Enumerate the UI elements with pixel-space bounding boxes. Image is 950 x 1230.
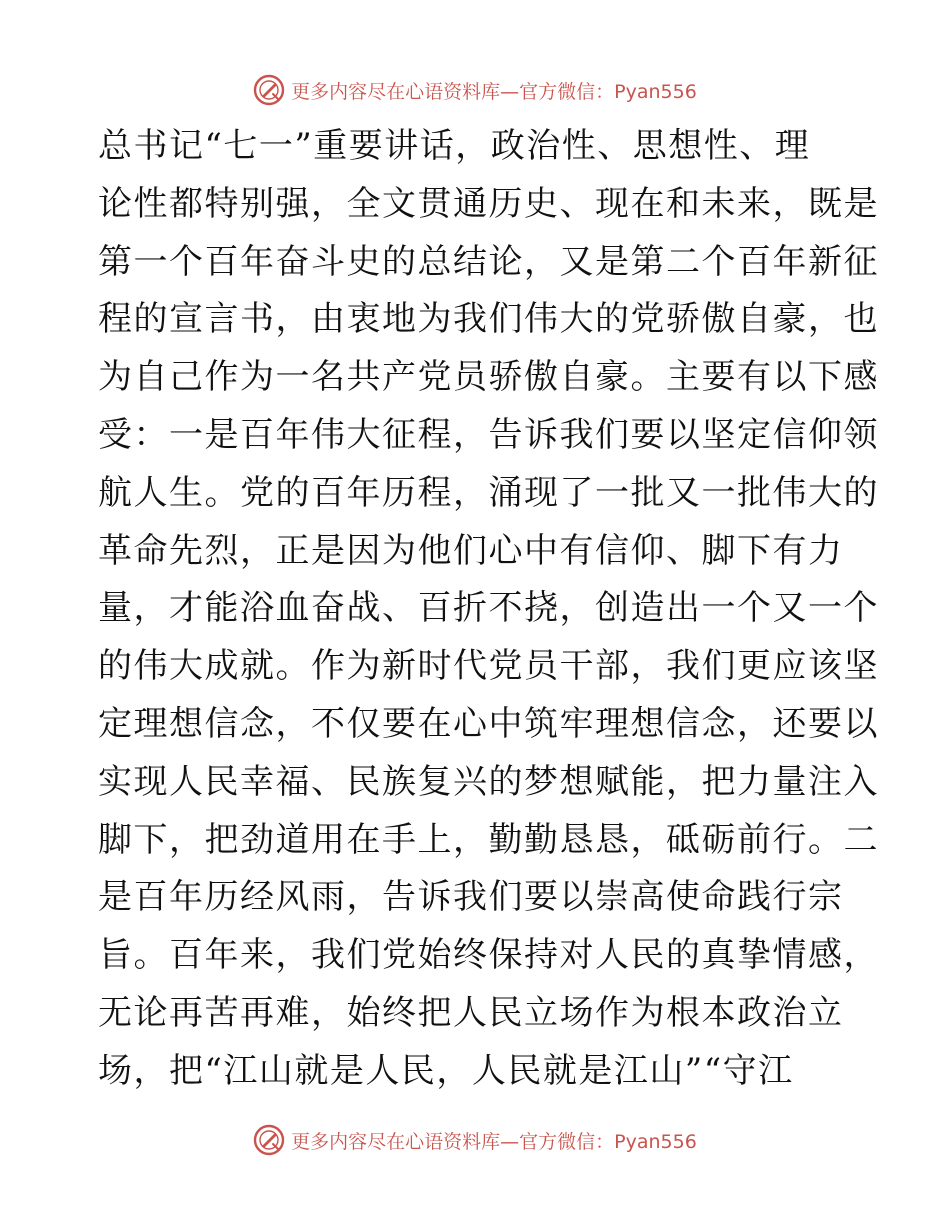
body-line: 量，才能浴血奋战、百折不挠，创造出一个又一个 [98, 588, 879, 629]
body-line: 为自己作为一名共产党员骄傲自豪。主要有以下感 [98, 357, 879, 398]
body-line: 场，把“江山就是人民，人民就是江山”“守江 [98, 1050, 794, 1091]
body-line: 革命先烈，正是因为他们心中有信仰、脚下有力 [98, 530, 844, 571]
body-line: 实现人民幸福、民族复兴的梦想赋能，把力量注入 [98, 761, 879, 802]
body-line: 受：一是百年伟大征程，告诉我们要以坚定信仰领 [98, 414, 879, 455]
article-body [98, 118, 879, 1101]
header-banner-text: 更多内容尽在心语资料库—官方微信：Pyan556 [291, 80, 697, 103]
logo-seal-icon [253, 74, 285, 106]
body-line: 脚下，把劲道用在手上，勤勤恳恳，砥砺前行。二 [98, 819, 879, 860]
footer-banner-text: 更多内容尽在心语资料库—官方微信：Pyan556 [291, 1130, 697, 1153]
body-line: 是百年历经风雨，告诉我们要以崇高使命践行宗 [98, 877, 844, 918]
body-line: 总书记“七一”重要讲话，政治性、思想性、理 [98, 126, 811, 166]
body-line: 航人生。党的百年历程，涌现了一批又一批伟大的 [98, 472, 879, 513]
body-line: 第一个百年奋斗史的总结论，又是第二个百年新征 [98, 241, 879, 282]
body-line: 定理想信念，不仅要在心中筑牢理想信念，还要以 [98, 703, 879, 744]
body-line: 的伟大成就。作为新时代党员干部，我们更应该坚 [98, 646, 879, 687]
body-line: 论性都特别强，全文贯通历史、现在和未来，既是 [98, 183, 879, 224]
logo-seal-icon [253, 1124, 285, 1156]
body-line: 无论再苦再难，始终把人民立场作为根本政治立 [98, 992, 844, 1033]
footer-banner [0, 1122, 950, 1158]
body-line: 程的宣言书，由衷地为我们伟大的党骄傲自豪，也 [98, 299, 879, 340]
header-banner [0, 72, 950, 108]
body-line: 旨。百年来，我们党始终保持对人民的真挚情感， [98, 935, 879, 976]
